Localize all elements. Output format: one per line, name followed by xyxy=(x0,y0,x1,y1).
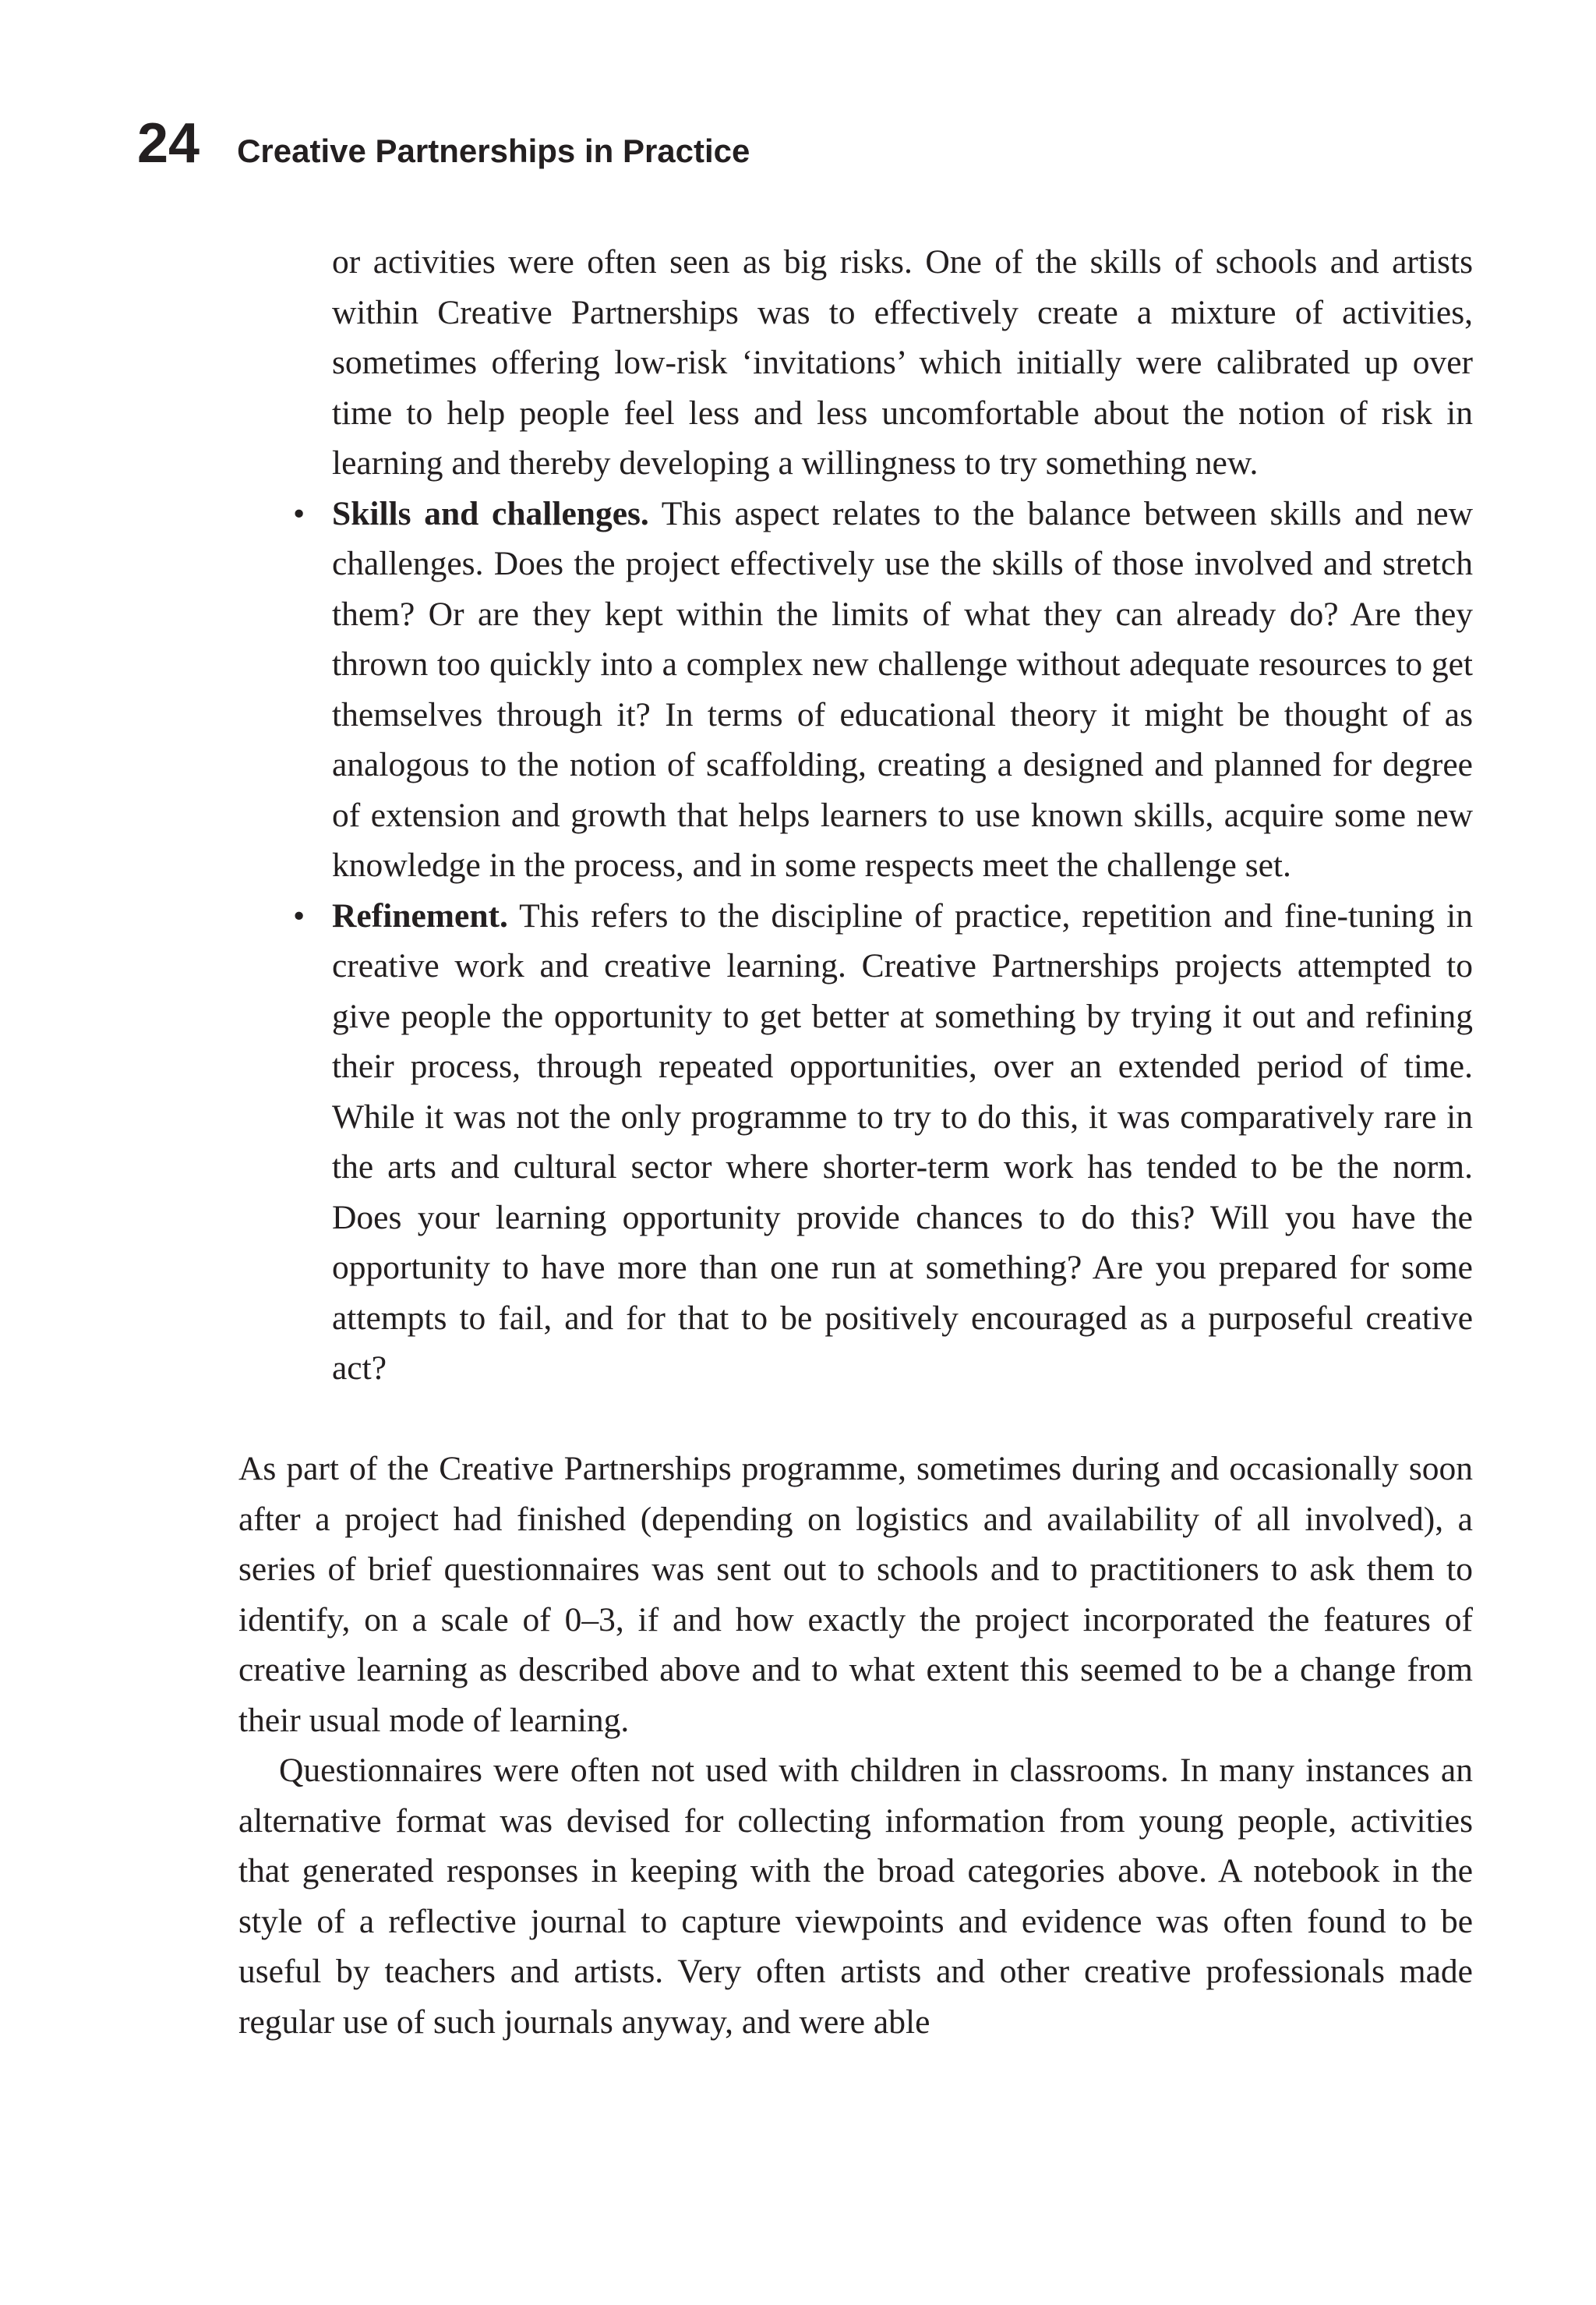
bullet-lead: Refinement. xyxy=(332,896,508,935)
page-number: 24 xyxy=(137,112,200,175)
bullet-item-refinement xyxy=(238,891,1473,1394)
bullet-body: This refers to the discipline of practice, repetition and fine-tuning in creative work and creative learning. Creative Partnerships projects attempted to give people the opportunity to get better at something by trying it out and refining their process, through repeated opportunities, over an extended period of time. While it was not the only programme to try to do this, it was comparatively rare in the arts and cultural sector where shorter-term work has tended to be the norm. Does your learning opportunity provide chances to do this? Will you have the opportunity to have more than one run at something? Are you prepared for some attempts to fail, and for that to be positively encouraged as a purposeful creative act? xyxy=(332,896,1474,1387)
paragraph-questionnaires-children: Questionnaires were often not used with children in classrooms. In many instances an alternative format was devised for collecting information from young people, activities that generated responses in keeping with the broad categories above. A notebook in the style of a reflective journal to capture viewpoints and evidence was often found to be useful by teachers and artists. Very often artists and other creative professionals made regular use of such journals anyway, and were able xyxy=(238,1752,1473,2041)
bullet-lead: Skills and challenges. xyxy=(332,494,649,532)
continuation-paragraph: or activities were often seen as big risks. One of the skills of schools and artists within Creative Partnerships was to effectively create a mixture of activities, sometimes offering low-risk ‘invitations’ which initially were calibrated up over time to help people feel less and less uncomfortable about the notion of risk in learning and thereby developing a willingness to try something new. xyxy=(332,243,1473,482)
running-title: Creative Partnerships in Practice xyxy=(237,133,750,169)
bullet-list xyxy=(238,489,1473,1394)
bullet-icon: • xyxy=(293,896,305,935)
body-text xyxy=(238,237,1473,2047)
bullet-body: This aspect relates to the balance between skills and new challenges. Does the project effectively use the skills of those involved and stretch them? Or are they kept within the limits of what they can already do? Are they thrown too quickly into a complex new challenge without adequate resources to get themselves through it? In terms of educational theory it might be thought of as analogous to the notion of scaffolding, creating a designed and planned for degree of extension and growth that helps learners to use known skills, acquire some new knowledge in the process, and in some respects meet the challenge set. xyxy=(332,494,1473,884)
bullet-icon: • xyxy=(293,494,305,532)
section-spacer xyxy=(238,1394,1473,1444)
running-header xyxy=(137,112,750,175)
paragraph-questionnaires-intro: As part of the Creative Partnerships programme, sometimes during and occasionally soon after a project had finished (depending on logistics and availability of all involved), a series of brief questionnaires was sent out to schools and to practitioners to ask them to identify, on a scale of 0–3, if and how exactly the project incorporated the features of creative learning as described above and to what extent this seemed to be a change from their usual mode of learning. xyxy=(238,1450,1473,1739)
bullet-item-skills-and-challenges xyxy=(238,489,1473,891)
